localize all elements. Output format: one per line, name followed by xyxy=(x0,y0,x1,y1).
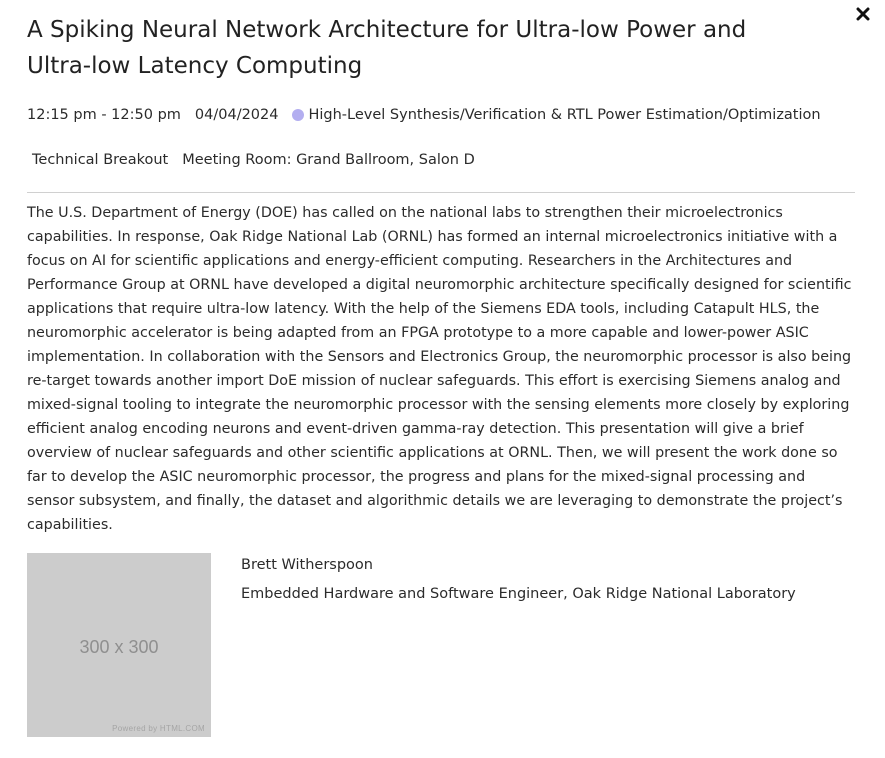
speaker-role: Embedded Hardware and Software Engineer, Oak Ridge National Laboratory xyxy=(241,586,796,602)
close-icon xyxy=(856,7,870,21)
session-time: 12:15 pm - 12:50 pm xyxy=(27,107,181,123)
session-location xyxy=(32,149,475,171)
session-type: Technical Breakout xyxy=(32,152,169,168)
photo-credit: Powered by HTML.COM xyxy=(112,724,205,733)
session-meta xyxy=(27,104,821,126)
session-title: A Spiking Neural Network Architecture for Ultra-low Power and Ultra-low Latency Computing xyxy=(27,17,747,79)
session-track: High-Level Synthesis/Verification & RTL Power Estimation/Optimization xyxy=(308,107,821,123)
divider xyxy=(27,192,855,193)
session-date: 04/04/2024 xyxy=(194,107,279,123)
speaker-name: Brett Witherspoon xyxy=(241,557,373,573)
session-room: Meeting Room: Grand Ballroom, Salon D xyxy=(182,152,475,168)
track-color-dot xyxy=(292,109,304,121)
close-button[interactable] xyxy=(853,4,873,24)
photo-placeholder-text: 300 x 300 xyxy=(79,637,159,657)
speaker-photo xyxy=(27,553,211,737)
session-abstract: The U.S. Department of Energy (DOE) has called on the national labs to strengthen their microelectronics capabilities. In response, Oak Ridge National Lab (ORNL) has formed an internal microelectronics initiative with a focus on AI for scientific applications and energy-efficient computing. Researchers in the Architectures and Performance Group at ORNL have developed a digital neuromorphic architecture specifically designed for scientific applications that require ultra-low latency. With the help of the Siemens EDA tools, including Catapult HLS, the neuromorphic accelerator is being adapted from an FPGA prototype to a more capable and lower-power ASIC implementation. In collaboration with the Sensors and Electronics Group, the neuromorphic processor is also being re-target towards another import DoE mission of nuclear safeguards. This effort is exercising Siemens analog and mixed-signal tooling to integrate the neuromorphic processor with the sensing elements more closely by exploring efficient analog encoding neurons and event-driven gamma-ray detection. This presentation will give a brief overview of nuclear safeguards and other scientific applications at ORNL. Then, we will present the work done so far to develop the ASIC neuromorphic processor, the progress and plans for the mixed-signal processing and sensor subsystem, and finally, the dataset and algorithmic details we are leveraging to demonstrate the project’s capabilities. xyxy=(27,205,852,533)
